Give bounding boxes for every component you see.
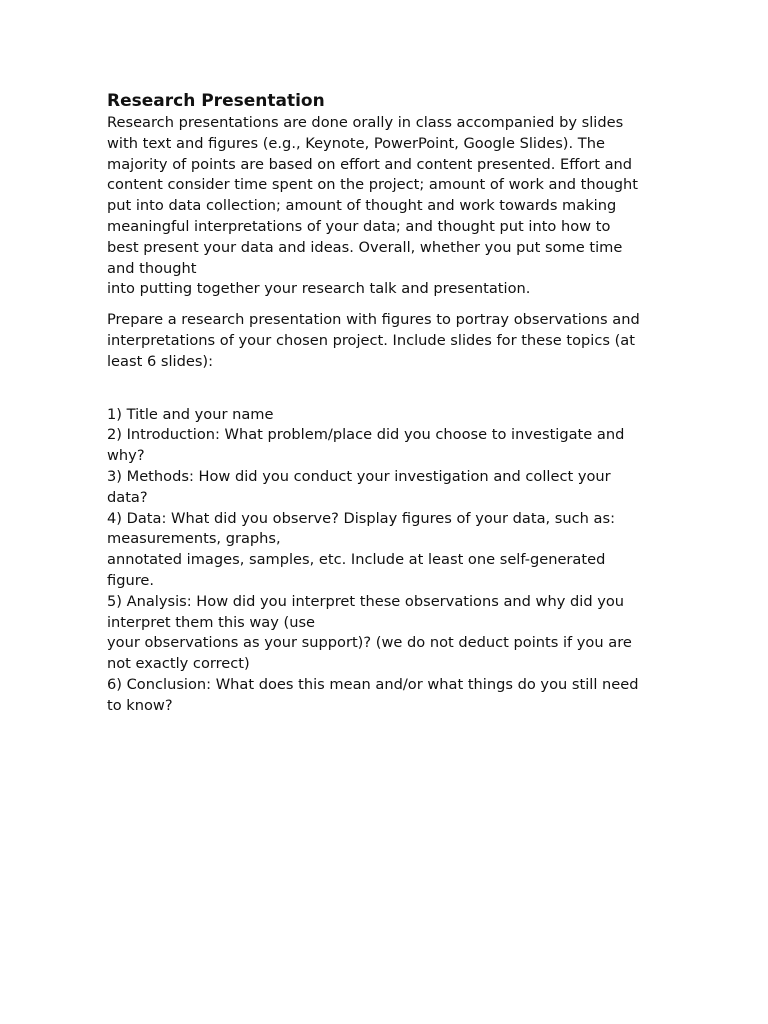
document-page — [107, 90, 667, 717]
paragraph-line: into putting together your research talk and presentation. — [107, 280, 531, 298]
topic-line: to know? — [107, 696, 173, 714]
intro-paragraph — [107, 113, 667, 300]
paragraph-line: meaningful interpretations of your data; and thought put into how to — [107, 217, 611, 235]
topic-line: 2) Introduction: What problem/place did you choose to investigate and — [107, 426, 625, 444]
paragraph-line: interpretations of your chosen project. Include slides for these topics (at — [107, 331, 635, 349]
topic-line: 6) Conclusion: What does this mean and/or what things do you still need — [107, 675, 639, 693]
topic-line: data? — [107, 488, 148, 506]
topic-line: annotated images, samples, etc. Include at least one self-generated — [107, 551, 606, 569]
paragraph-line: least 6 slides): — [107, 352, 214, 370]
paragraph-line: put into data collection; amount of thought and work towards making — [107, 197, 617, 215]
topic-line: why? — [107, 447, 145, 465]
paragraph-line: Prepare a research presentation with figures to portray observations and — [107, 311, 640, 329]
document-title: Research Presentation — [107, 91, 325, 111]
paragraph-line: Research presentations are done orally in class accompanied by slides — [107, 114, 624, 131]
topic-line: measurements, graphs, — [107, 530, 281, 548]
instructions-paragraph — [107, 310, 667, 372]
topics-list — [107, 405, 667, 717]
topic-line: 3) Methods: How did you conduct your investigation and collect your — [107, 467, 611, 485]
topic-line: not exactly correct) — [107, 655, 250, 673]
paragraph-line: and thought — [107, 259, 197, 277]
topic-line: your observations as your support)? (we do not deduct points if you are — [107, 634, 632, 652]
paragraph-line: best present your data and ideas. Overall, whether you put some time — [107, 238, 623, 256]
topic-line: figure. — [107, 571, 155, 589]
topic-line: interpret them this way (use — [107, 613, 316, 631]
topic-line: 4) Data: What did you observe? Display figures of your data, such as: — [107, 509, 616, 527]
paragraph-line: with text and figures (e.g., Keynote, PowerPoint, Google Slides). The — [107, 134, 605, 152]
topic-line: 1) Title and your name — [107, 405, 274, 423]
paragraph-line: content consider time spent on the project; amount of work and thought — [107, 176, 639, 194]
topic-line: 5) Analysis: How did you interpret these observations and why did you — [107, 592, 625, 610]
paragraph-line: majority of points are based on effort and content presented. Effort and — [107, 155, 633, 173]
